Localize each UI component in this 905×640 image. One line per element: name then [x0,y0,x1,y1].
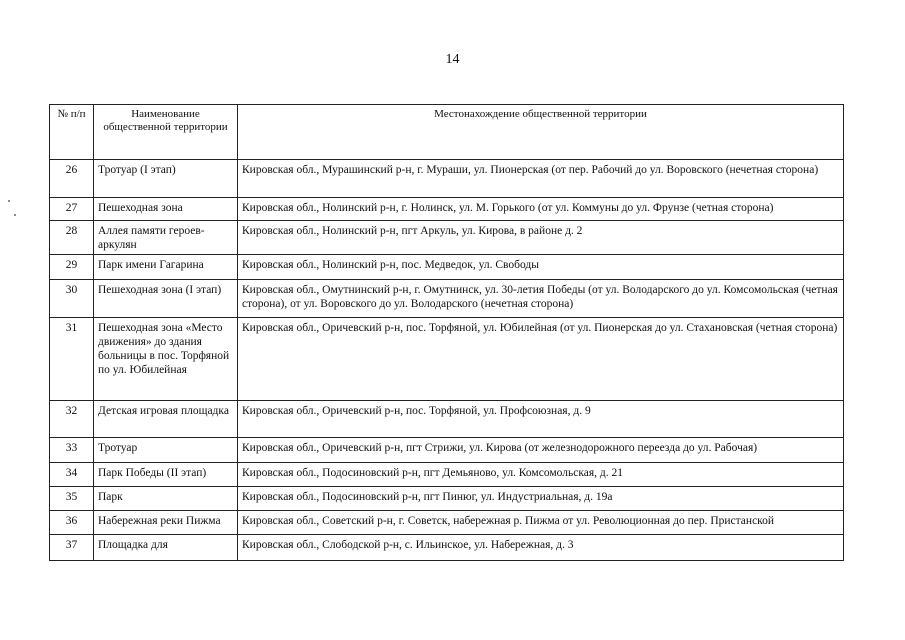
page-number: 14 [445,52,460,67]
row-location: Кировская обл., Нолинский р-н, пгт Аркуль, ул. Кирова, в районе д. 2 [238,221,844,255]
table-row [50,487,844,511]
scan-speck [14,214,16,216]
table-row [50,401,844,438]
row-num: 37 [50,535,94,561]
row-name: Пешеходная зона «Место движения» до здания больницы в пос. Торфяной по ул. Юбилейная [94,318,238,401]
row-location: Кировская обл., Мурашинский р-н, г. Мураши, ул. Пионерская (от пер. Рабочий до ул. Воровского (нечетная сторона) [238,160,844,198]
header-location: Местонахождение общественной территории [238,105,844,160]
row-location: Кировская обл., Подосиновский р-н, пгт Пинюг, ул. Индустриальная, д. 19а [238,487,844,511]
row-name: Парк [94,487,238,511]
table-row [50,463,844,487]
row-num: 29 [50,255,94,280]
row-name: Площадка для [94,535,238,561]
row-location: Кировская обл., Нолинский р-н, г. Нолинск, ул. М. Горького (от ул. Коммуны до ул. Фрунзе (четная сторона) [238,198,844,221]
table-header-row [50,105,844,160]
row-name: Детская игровая площадка [94,401,238,438]
row-location: Кировская обл., Советский р-н, г. Советск, набережная р. Пижма от ул. Революционная до пер. Пристанской [238,511,844,535]
row-location: Кировская обл., Подосиновский р-н, пгт Демьяново, ул. Комсомольская, д. 21 [238,463,844,487]
row-num: 30 [50,280,94,318]
row-name: Пешеходная зона [94,198,238,221]
row-location: Кировская обл., Оричевский р-н, пос. Торфяной, ул. Профсоюзная, д. 9 [238,401,844,438]
table-row [50,198,844,221]
row-name: Парк имени Гагарина [94,255,238,280]
table-row [50,221,844,255]
table-row [50,318,844,401]
row-name: Парк Победы (II этап) [94,463,238,487]
table-row [50,511,844,535]
row-num: 34 [50,463,94,487]
table-row [50,255,844,280]
row-name: Тротуар [94,438,238,463]
scan-speck [8,200,10,202]
row-num: 26 [50,160,94,198]
territories-table [49,104,844,561]
row-name: Аллея памяти героев-аркулян [94,221,238,255]
row-num: 32 [50,401,94,438]
header-name: Наименование общественной территории [94,105,238,160]
table-row [50,535,844,561]
row-location: Кировская обл., Оричевский р-н, пос. Торфяной, ул. Юбилейная (от ул. Пионерская до ул. Стахановская (четная сторона) [238,318,844,401]
row-num: 27 [50,198,94,221]
row-name: Набережная реки Пижма [94,511,238,535]
row-num: 28 [50,221,94,255]
table-row [50,280,844,318]
table-row [50,160,844,198]
row-name: Пешеходная зона (I этап) [94,280,238,318]
row-num: 33 [50,438,94,463]
row-location: Кировская обл., Нолинский р-н, пос. Медведок, ул. Свободы [238,255,844,280]
row-num: 31 [50,318,94,401]
row-location: Кировская обл., Оричевский р-н, пгт Стрижи, ул. Кирова (от железнодорожного переезда до ул. Рабочая) [238,438,844,463]
row-num: 36 [50,511,94,535]
row-location: Кировская обл., Слободской р-н, с. Ильинское, ул. Набережная, д. 3 [238,535,844,561]
header-num: № п/п [50,105,94,160]
row-name: Тротуар (I этап) [94,160,238,198]
row-location: Кировская обл., Омутнинский р-н, г. Омутнинск, ул. 30-летия Победы (от ул. Володарского до ул. Комсомольская (четная сторона), от ул. Воровского до ул. Володарского (нечетная сторона) [238,280,844,318]
row-num: 35 [50,487,94,511]
table-row [50,438,844,463]
